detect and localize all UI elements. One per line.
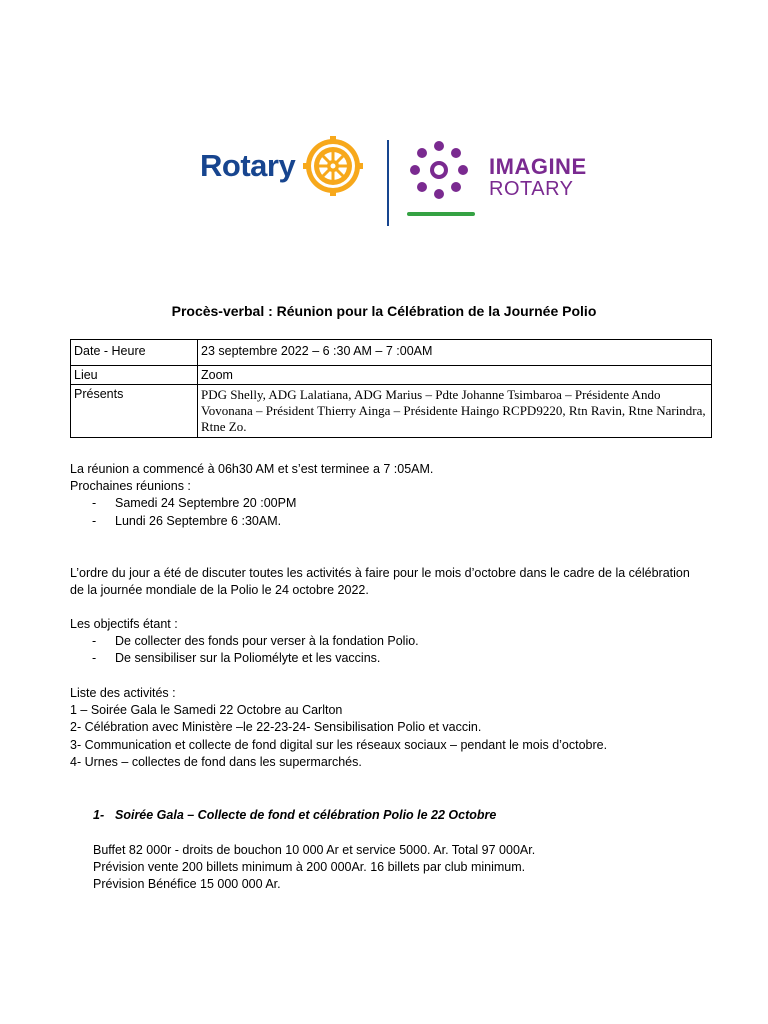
document-title: Procès-verbal : Réunion pour la Célébration de la Journée Polio [171, 303, 597, 319]
list-item: - Samedi 24 Septembre 20 :00PM [70, 495, 710, 512]
imagine-line1: IMAGINE [489, 154, 587, 179]
imagine-green-bar [407, 212, 475, 216]
intro-block [70, 461, 710, 530]
objectives-heading: Les objectifs étant : [70, 617, 178, 631]
meeting-times: La réunion a commencé à 06h30 AM et s’est terminee a 7 :05AM. [70, 462, 434, 476]
section-title: Soirée Gala – Collecte de fond et célébration Polio le 22 Octobre [115, 808, 497, 822]
logo-header [195, 132, 605, 232]
next-meetings-heading: Prochaines réunions : [70, 479, 191, 494]
rotary-wheel-icon [303, 136, 363, 196]
list-item: 4- Urnes – collectes de fond dans les supermarchés. [70, 754, 362, 769]
row-value: Zoom [198, 366, 712, 385]
table-row [71, 385, 712, 438]
gala-line: Prévision Bénéfice 15 000 000 Ar. [93, 877, 281, 892]
row-label: Présents [71, 385, 198, 438]
section-number: 1- [93, 808, 105, 822]
list-item: 3- Communication et collecte de fond digital sur les réseaux sociaux – pendant le mois d’octobre. [70, 737, 608, 752]
list-item: 1 – Soirée Gala le Samedi 22 Octobre au Carlton [70, 703, 343, 718]
gala-line: Buffet 82 000r - droits de bouchon 10 000 Ar et service 5000. Ar. Total 97 000Ar. [93, 843, 536, 857]
logo-divider [387, 140, 389, 226]
objectives-list [70, 633, 710, 667]
table-row [71, 340, 712, 366]
imagine-dots-icon [407, 138, 471, 202]
activities-heading: Liste des activités : [70, 686, 176, 700]
row-value: PDG Shelly, ADG Lalatiana, ADG Marius – Pdte Johanne Tsimbaroa – Présidente Ando Vovonana – Président Thierry Ainga – Présidente Haingo RCPD9220, Rtn Ravin, Rtne Narindra, Rtne Zo. [198, 385, 712, 438]
agenda-block [70, 565, 700, 599]
table-row [71, 366, 712, 385]
gala-line: Prévision vente 200 billets minimum à 200 000Ar. 16 billets par club minimum. [93, 860, 526, 875]
next-meetings-list [70, 495, 710, 529]
activities-block [70, 685, 710, 771]
list-item: - De collecter des fonds pour verser à la fondation Polio. [70, 633, 710, 650]
rotary-wordmark: Rotary [200, 148, 296, 183]
objectives-block [70, 616, 710, 668]
meeting-info-table [70, 339, 712, 438]
section-heading [93, 808, 496, 822]
gala-details [93, 842, 535, 894]
imagine-rotary-wordmark [489, 156, 587, 200]
imagine-line2: ROTARY [489, 178, 574, 200]
row-value: 23 septembre 2022 – 6 :30 AM – 7 :00AM [198, 340, 712, 366]
list-item: - Lundi 26 Septembre 6 :30AM. [70, 513, 710, 530]
list-item: - De sensibiliser sur la Poliomélyte et les vaccins. [70, 650, 710, 667]
row-label: Lieu [71, 366, 198, 385]
agenda-text: L’ordre du jour a été de discuter toutes les activités à faire pour le mois d’octobre dans le cadre de la célébration de la journée mondiale de la Polio le 24 octobre 2022. [70, 566, 690, 598]
list-item: 2- Célébration avec Ministère –le 22-23-24- Sensibilisation Polio et vaccin. [70, 720, 482, 735]
row-label: Date - Heure [71, 340, 198, 366]
